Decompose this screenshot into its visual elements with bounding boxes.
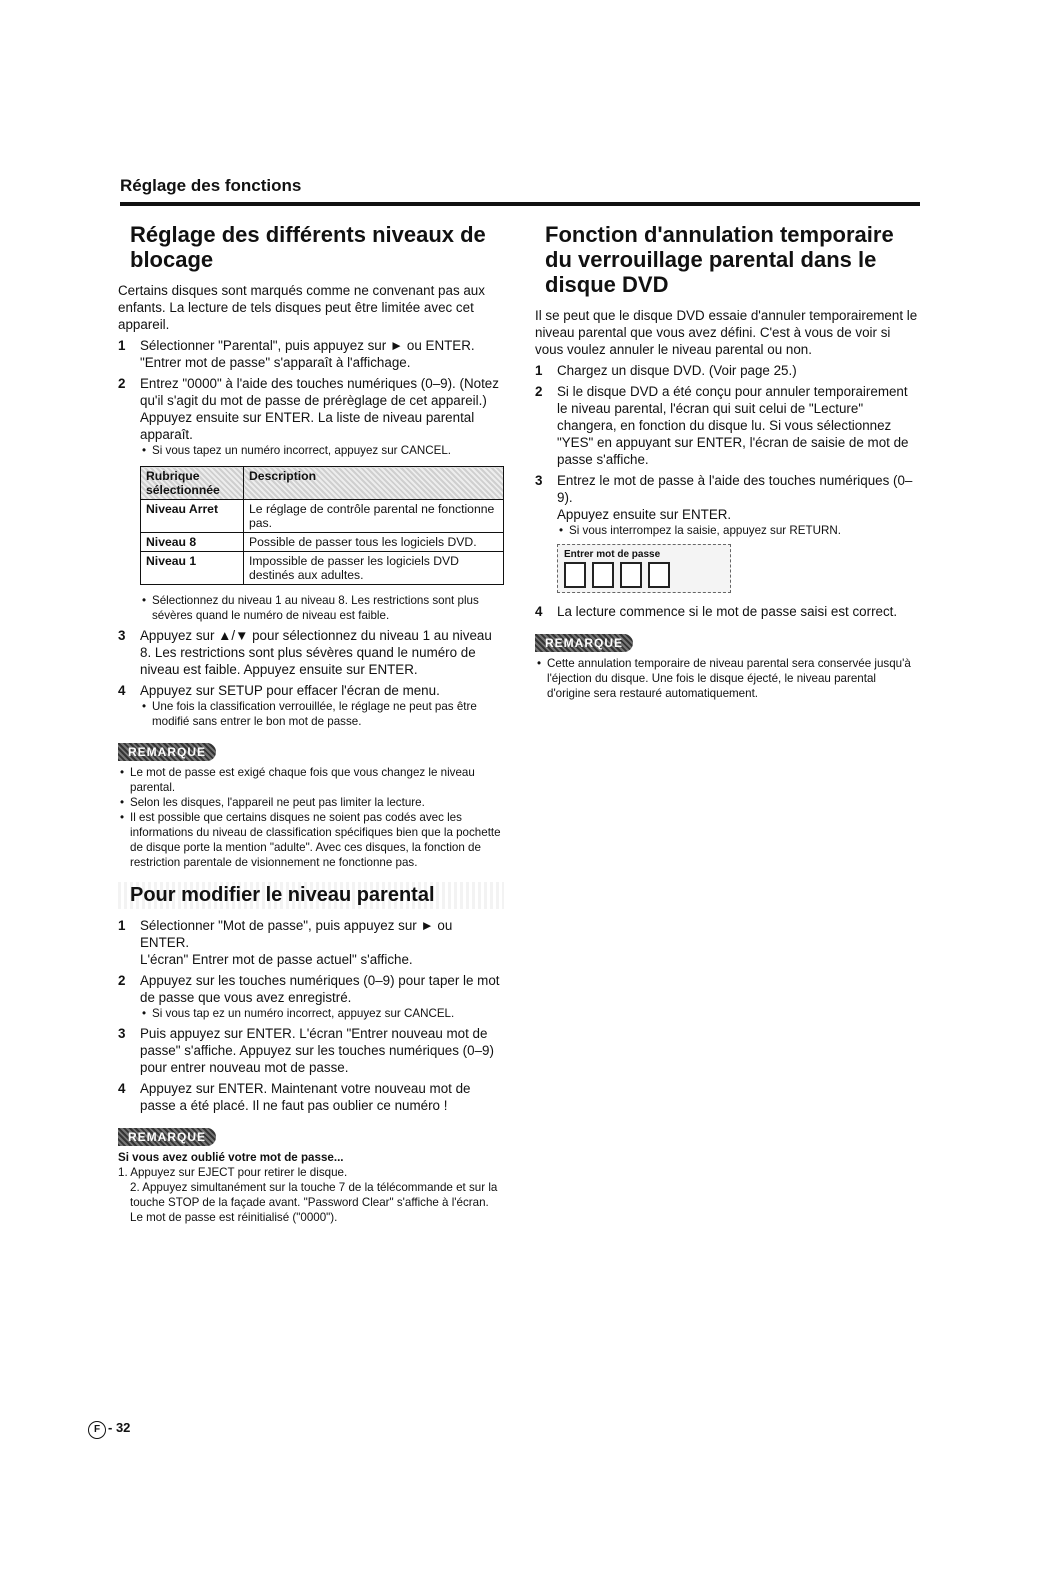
password-digit-box [620, 562, 642, 588]
password-digit-box [648, 562, 670, 588]
section-title: Pour modifier le niveau parental [118, 882, 504, 909]
step-text: Si le disque DVD a été conçu pour annuler temporairement le niveau parental, l'écran qui suit celui de "Lecture" changera, en fonction du disque lu. Si vous sélectionnez "YES" en appuyant sur ENTER, l'écran de saisie de mot de passe s'affiche. [557, 384, 909, 467]
table-row [141, 500, 504, 533]
right-step-4 [535, 603, 920, 620]
remark-badge: REMARQUE [118, 743, 216, 761]
remark-item: • Le mot de passe est exigé chaque fois que vous changez le niveau parental. [118, 765, 504, 795]
step-text: Appuyez sur les touches numériques (0–9) pour taper le mot de passe que vous avez enregistré. [140, 973, 500, 1005]
remark-badge: REMARQUE [535, 634, 633, 652]
right-intro: Il se peut que le disque DVD essaie d'annuler temporairement le niveau parental que vous avez défini. C'est à vous de voir si vous voulez annuler le niveau parental ou non. [535, 308, 918, 357]
left-column [118, 222, 504, 1225]
step-number: 2 [118, 376, 126, 391]
language-circle-icon: F [88, 1421, 106, 1439]
step-bullet: • Si vous interrompez la saisie, appuyez sur RETURN. [557, 523, 920, 538]
page-number [88, 1420, 130, 1439]
left-step-1 [118, 337, 504, 371]
left-title: Réglage des différents niveaux de blocage [130, 222, 486, 272]
table-cell: Impossible de passer les logiciels DVD destinés aux adultes. [244, 552, 504, 585]
left-step-2 [118, 375, 504, 458]
step-text: Appuyez ensuite sur ENTER. [557, 507, 732, 522]
right-column [535, 222, 920, 701]
page-number-text: - 32 [108, 1420, 131, 1435]
step-number: 3 [118, 1026, 126, 1041]
table-header-cell: Description [244, 467, 504, 500]
step-number: 2 [535, 384, 543, 399]
right-step-3 [535, 472, 920, 538]
password-digit-box [564, 562, 586, 588]
left-step-3 [118, 627, 504, 678]
step-number: 1 [535, 363, 543, 378]
step-text: Appuyez sur ENTER. Maintenant votre nouveau mot de passe a été placé. Il ne faut pas oublier ce numéro ! [140, 1081, 471, 1113]
table-cell: Niveau Arret [141, 500, 244, 533]
remark-title: Si vous avez oublié votre mot de passe... [118, 1151, 344, 1164]
step-text: Chargez un disque DVD. (Voir page 25.) [557, 363, 797, 378]
step-number: 4 [118, 683, 126, 698]
password-screen-label: Entrer mot de passe [564, 549, 661, 560]
step-text: Sélectionner "Mot de passe", puis appuyez sur ► ou ENTER. [140, 918, 453, 950]
step-text: Puis appuyez sur ENTER. L'écran "Entrer nouveau mot de passe" s'affiche. Appuyez sur les touches numériques (0–9) pour entrer nouveau mot de passe. [140, 1026, 494, 1075]
step-text: La lecture commence si le mot de passe saisi est correct. [557, 604, 898, 619]
step-number: 4 [118, 1081, 126, 1096]
right-step-1 [535, 362, 920, 379]
table-cell: Niveau 1 [141, 552, 244, 585]
step-text: Entrez le mot de passe à l'aide des touches numériques (0–9). [557, 473, 913, 505]
parental-level-table [140, 466, 504, 585]
step-number: 1 [118, 338, 126, 353]
step-number: 2 [118, 973, 126, 988]
table-row [141, 533, 504, 552]
table-cell: Niveau 8 [141, 533, 244, 552]
s2-step-4 [118, 1080, 504, 1114]
password-digits [564, 562, 724, 588]
table-cell: Possible de passer tous les logiciels DVD. [244, 533, 504, 552]
table-header-row [141, 467, 504, 500]
table-header-cell: Rubrique sélectionnée [141, 467, 244, 500]
s2-step-2 [118, 972, 504, 1021]
step-text: "Entrer mot de passe" s'apparaît à l'affichage. [140, 355, 411, 370]
step-text: Sélectionner "Parental", puis appuyez sur ► ou ENTER. [140, 338, 475, 353]
left-intro: Certains disques sont marqués comme ne convenant pas aux enfants. La lecture de tels disques peut être limitée avec cet appareil. [118, 283, 485, 332]
password-digit-box [592, 562, 614, 588]
right-title: Fonction d'annulation temporaire du verrouillage parental dans le disque DVD [545, 222, 894, 297]
step-bullet: • Une fois la classification verrouillée, le réglage ne peut pas être modifié sans entrer le bon mot de passe. [140, 699, 504, 729]
s2-step-1 [118, 917, 504, 968]
remark-item: • Il est possible que certains disques ne soient pas codés avec les informations du niveau de classification spécifiques bien que la pochette de disque porte la mention "adulte". Avec ces disques, la fonction de restriction parentale de visionnement ne fonctionne pas. [118, 810, 504, 870]
step-bullet: • Si vous tapez un numéro incorrect, appuyez sur CANCEL. [140, 443, 504, 458]
step-text: Appuyez sur ▲/▼ pour sélectionnez du niveau 1 au niveau 8. Les restrictions sont plus sévères quand le numéro de niveau est faible. Appuyez ensuite sur ENTER. [140, 628, 492, 677]
remark-badge: REMARQUE [118, 1128, 216, 1146]
table-row [141, 552, 504, 585]
s2-step-3 [118, 1025, 504, 1076]
password-screen [557, 544, 731, 593]
remark-item: 1. Appuyez sur EJECT pour retirer le disque. [118, 1166, 348, 1179]
left-step-4 [118, 682, 504, 729]
table-note: • Sélectionnez du niveau 1 au niveau 8. Les restrictions sont plus sévères quand le numéro de niveau est faible. [140, 593, 504, 623]
step-number: 3 [535, 473, 543, 488]
step-bullet: • Si vous tap ez un numéro incorrect, appuyez sur CANCEL. [140, 1006, 504, 1021]
header-rule [120, 202, 920, 206]
step-text: Entrez "0000" à l'aide des touches numériques (0–9). (Notez qu'il s'agit du mot de passe de prérèglage de cet appareil.) Appuyez ensuite sur ENTER. La liste de niveau parental apparaît. [140, 376, 499, 442]
remark-item: • Cette annulation temporaire de niveau parental sera conservée jusqu'à l'éjection du disque. Une fois le disque éjecté, le niveau parental d'origine sera restauré automatiquement. [535, 656, 920, 701]
remark-item: • Selon les disques, l'appareil ne peut pas limiter la lecture. [118, 795, 504, 810]
step-number: 1 [118, 918, 126, 933]
step-text: Appuyez sur SETUP pour effacer l'écran de menu. [140, 683, 440, 698]
page-header: Réglage des fonctions [120, 176, 302, 195]
step-text: L'écran" Entrer mot de passe actuel" s'affiche. [140, 952, 413, 967]
right-step-2 [535, 383, 920, 468]
step-number: 4 [535, 604, 543, 619]
step-number: 3 [118, 628, 126, 643]
table-cell: Le réglage de contrôle parental ne fonctionne pas. [244, 500, 504, 533]
remark-item: 2. Appuyez simultanément sur la touche 7 de la télécommande et sur la touche STOP de la façade avant. "Password Clear" s'affiche à l'écran. Le mot de passe est réinitialisé ("0000"). [130, 1181, 498, 1224]
